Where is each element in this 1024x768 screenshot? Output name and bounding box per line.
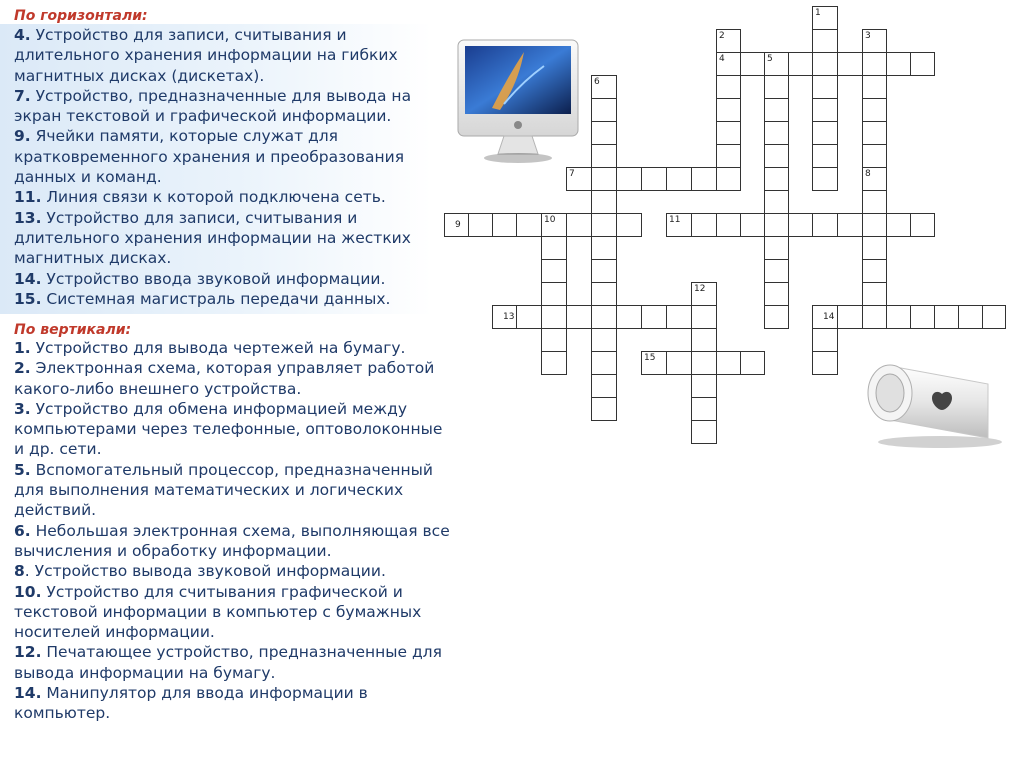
crossword-cell[interactable] bbox=[691, 167, 717, 191]
cell-number: 9 bbox=[455, 220, 461, 230]
crossword-cell[interactable] bbox=[541, 236, 567, 260]
crossword-cell[interactable] bbox=[691, 420, 717, 444]
clue-number: 5. bbox=[14, 460, 31, 479]
crossword-cell[interactable] bbox=[716, 75, 741, 99]
crossword-cell[interactable] bbox=[764, 167, 789, 191]
cell-number: 2 bbox=[719, 31, 725, 41]
clue-number: 15. bbox=[14, 289, 42, 308]
crossword-cell[interactable] bbox=[541, 259, 567, 283]
cell-number: 14 bbox=[823, 312, 835, 322]
crossword-cell[interactable] bbox=[591, 374, 617, 398]
crossword-cell[interactable] bbox=[468, 213, 493, 237]
crossword-cell[interactable] bbox=[764, 121, 789, 145]
clue-text: Печатающее устройство, предназначенные для вывода информации на бумагу. bbox=[14, 643, 442, 682]
crossword-cell[interactable] bbox=[641, 167, 667, 191]
crossword-cell[interactable] bbox=[716, 121, 741, 145]
cell-number: 12 bbox=[694, 284, 706, 294]
crossword-cell[interactable] bbox=[566, 167, 592, 191]
crossword-cell[interactable] bbox=[716, 29, 741, 53]
crossword-cell[interactable] bbox=[764, 75, 789, 99]
clue-text: Устройство, предназначенные для вывода на экран текстовой и графической информации. bbox=[14, 86, 412, 126]
cell-number: 5 bbox=[767, 54, 773, 64]
crossword-cell[interactable] bbox=[591, 75, 617, 99]
vertical-title: По вертикали: bbox=[14, 322, 132, 338]
battery-icon bbox=[860, 354, 1010, 450]
clue-text: Электронная схема, которая управляет работой какого-либо внешнего устройства. bbox=[14, 359, 435, 398]
clue-text: Вспомогательный процессор, предназначенный для выполнения математических и логических действий. bbox=[14, 460, 433, 520]
cell-number: 10 bbox=[544, 215, 556, 225]
crossword-cell[interactable] bbox=[541, 305, 567, 329]
crossword-cell[interactable] bbox=[691, 305, 717, 329]
crossword-cell[interactable] bbox=[541, 328, 567, 352]
clue-text: Линия связи к которой подключена сеть. bbox=[41, 188, 386, 207]
crossword-cell[interactable] bbox=[837, 213, 863, 237]
cell-number: 13 bbox=[503, 312, 515, 322]
crossword-cell[interactable] bbox=[691, 282, 717, 306]
crossword-cell[interactable] bbox=[862, 167, 887, 191]
clue-number: 13. bbox=[14, 208, 42, 227]
clue-number: 8 bbox=[14, 562, 25, 581]
crossword-cell[interactable] bbox=[764, 144, 789, 168]
crossword-cell[interactable] bbox=[862, 259, 887, 283]
clue-number: 3. bbox=[14, 399, 31, 418]
crossword-cell[interactable] bbox=[812, 213, 838, 237]
crossword-cell[interactable] bbox=[591, 397, 617, 421]
crossword-cell[interactable] bbox=[541, 282, 567, 306]
crossword-cell[interactable] bbox=[764, 213, 789, 237]
crossword-cell[interactable] bbox=[812, 167, 838, 191]
crossword-cell[interactable] bbox=[812, 98, 838, 122]
cell-number: 1 bbox=[815, 8, 821, 18]
crossword-cell[interactable] bbox=[862, 305, 887, 329]
crossword-cell[interactable] bbox=[764, 282, 789, 306]
crossword-cell[interactable] bbox=[516, 213, 542, 237]
crossword-cell[interactable] bbox=[982, 305, 1006, 329]
crossword-cell[interactable] bbox=[764, 98, 789, 122]
crossword-cell[interactable] bbox=[691, 374, 717, 398]
crossword-cell[interactable] bbox=[691, 328, 717, 352]
clue-number: 4. bbox=[14, 26, 31, 44]
crossword-cell[interactable] bbox=[812, 6, 838, 30]
crossword-cell[interactable] bbox=[764, 52, 789, 76]
crossword-cell[interactable] bbox=[716, 98, 741, 122]
crossword-cell[interactable] bbox=[862, 282, 887, 306]
crossword-cell[interactable] bbox=[591, 328, 617, 352]
crossword-cell[interactable] bbox=[862, 98, 887, 122]
crossword-cell[interactable] bbox=[862, 236, 887, 260]
cell-number: 8 bbox=[865, 169, 871, 179]
crossword-cell[interactable] bbox=[591, 144, 617, 168]
crossword-cell[interactable] bbox=[716, 144, 741, 168]
clue-text: Системная магистраль передачи данных. bbox=[41, 289, 391, 308]
clue-text: Ячейки памяти, которые служат для кратковременного хранения и преобразования данных и команд. bbox=[14, 127, 405, 187]
crossword-cell[interactable] bbox=[837, 52, 863, 76]
cell-number: 6 bbox=[594, 77, 600, 87]
clue-text: Устройство для считывания графической и текстовой информации в компьютер с бумажных носителей информации. bbox=[14, 582, 422, 642]
crossword-cell[interactable] bbox=[591, 259, 617, 283]
clue-number: 14. bbox=[14, 269, 42, 288]
crossword-cell[interactable] bbox=[862, 144, 887, 168]
clue-number: 9. bbox=[14, 127, 31, 146]
cell-number: 15 bbox=[644, 353, 656, 363]
clue-text: Манипулятор для ввода информации в компьютер. bbox=[14, 684, 368, 723]
crossword-cell[interactable] bbox=[516, 305, 542, 329]
crossword-cell[interactable] bbox=[616, 167, 642, 191]
clue-number: 14. bbox=[14, 684, 42, 703]
crossword-cell[interactable] bbox=[812, 351, 838, 375]
crossword-cell[interactable] bbox=[788, 213, 813, 237]
crossword-cell[interactable] bbox=[862, 121, 887, 145]
crossword-cell[interactable] bbox=[591, 282, 617, 306]
crossword-cell[interactable] bbox=[910, 305, 935, 329]
crossword-cell[interactable] bbox=[591, 213, 617, 237]
crossword-cell[interactable] bbox=[886, 213, 911, 237]
crossword-cell[interactable] bbox=[591, 305, 617, 329]
crossword-cell[interactable] bbox=[666, 167, 692, 191]
crossword-cell[interactable] bbox=[691, 213, 717, 237]
clue-number: 6. bbox=[14, 521, 31, 540]
crossword-cell[interactable] bbox=[812, 144, 838, 168]
crossword-cell[interactable] bbox=[591, 121, 617, 145]
crossword-cell[interactable] bbox=[837, 305, 863, 329]
clue-number: 2. bbox=[14, 359, 31, 378]
crossword-cell[interactable] bbox=[541, 213, 567, 237]
clue-number: 10. bbox=[14, 582, 42, 601]
clue-number: 11. bbox=[14, 188, 42, 207]
cell-number: 11 bbox=[669, 215, 681, 225]
crossword-cell[interactable] bbox=[740, 213, 765, 237]
cell-number: 3 bbox=[865, 31, 871, 41]
crossword-cell[interactable] bbox=[492, 305, 517, 329]
crossword-cell[interactable] bbox=[862, 190, 887, 214]
cell-number: 7 bbox=[569, 169, 575, 179]
crossword-cell[interactable] bbox=[764, 305, 789, 329]
crossword-cell[interactable] bbox=[716, 213, 741, 237]
crossword-cell[interactable] bbox=[666, 213, 692, 237]
crossword-cell[interactable] bbox=[591, 167, 617, 191]
crossword-cell[interactable] bbox=[934, 305, 959, 329]
crossword-cell[interactable] bbox=[591, 236, 617, 260]
crossword-cell[interactable] bbox=[862, 213, 887, 237]
crossword-cell[interactable] bbox=[812, 328, 838, 352]
computer-monitor-icon bbox=[452, 38, 587, 168]
clue-number: 12. bbox=[14, 643, 42, 662]
crossword-cell[interactable] bbox=[616, 213, 642, 237]
crossword-cell[interactable] bbox=[910, 213, 935, 237]
crossword-cell[interactable] bbox=[616, 305, 642, 329]
crossword-cell[interactable] bbox=[566, 305, 592, 329]
clue-number: 7. bbox=[14, 86, 31, 105]
crossword-cell[interactable] bbox=[862, 52, 887, 76]
crossword-cell[interactable] bbox=[788, 52, 813, 76]
horizontal-title: По горизонтали: bbox=[14, 8, 148, 24]
clue-text: Небольшая электронная схема, выполняющая все вычисления и обработку информации. bbox=[14, 521, 450, 560]
crossword-cell[interactable] bbox=[492, 213, 517, 237]
crossword-cell[interactable] bbox=[910, 52, 935, 76]
crossword-cell[interactable] bbox=[691, 397, 717, 421]
crossword-cell[interactable] bbox=[691, 351, 717, 375]
cell-number: 4 bbox=[719, 54, 725, 64]
clue-text: Устройство для обмена информацией между компьютерами через телефонные, оптоволоконные и др. сети. bbox=[14, 399, 443, 459]
crossword-cell[interactable] bbox=[541, 351, 567, 375]
crossword-cell[interactable] bbox=[591, 190, 617, 214]
crossword-cell[interactable] bbox=[812, 52, 838, 76]
crossword-cell[interactable] bbox=[716, 167, 741, 191]
crossword-cell[interactable] bbox=[812, 75, 838, 99]
crossword-cell[interactable] bbox=[566, 213, 592, 237]
crossword-cell[interactable] bbox=[862, 29, 887, 53]
crossword-cell[interactable] bbox=[886, 305, 911, 329]
crossword-cell[interactable] bbox=[641, 351, 667, 375]
crossword-cell[interactable] bbox=[641, 305, 667, 329]
crossword-cell[interactable] bbox=[716, 52, 741, 76]
crossword-cell[interactable] bbox=[666, 305, 692, 329]
crossword-cell[interactable] bbox=[764, 236, 789, 260]
crossword-cell[interactable] bbox=[716, 351, 741, 375]
crossword-cell[interactable] bbox=[958, 305, 983, 329]
crossword-cell[interactable] bbox=[591, 98, 617, 122]
crossword-cell[interactable] bbox=[666, 351, 692, 375]
crossword-cell[interactable] bbox=[740, 351, 765, 375]
crossword-cell[interactable] bbox=[740, 52, 765, 76]
crossword-cell[interactable] bbox=[764, 259, 789, 283]
clue-text: Устройство ввода звуковой информации. bbox=[41, 269, 386, 288]
crossword-cell[interactable] bbox=[444, 213, 469, 237]
crossword-cell[interactable] bbox=[812, 121, 838, 145]
crossword-cell[interactable] bbox=[812, 305, 838, 329]
crossword-cell[interactable] bbox=[886, 52, 911, 76]
crossword-cell[interactable] bbox=[862, 75, 887, 99]
crossword-cell[interactable] bbox=[764, 190, 789, 214]
clue-number: 1. bbox=[14, 339, 31, 357]
crossword-cell[interactable] bbox=[812, 29, 838, 53]
crossword-cell[interactable] bbox=[591, 351, 617, 375]
clue-text: . Устройство вывода звуковой информации. bbox=[24, 562, 386, 581]
clue-text: Устройство для вывода чертежей на бумагу. bbox=[30, 339, 406, 357]
clue-text: Устройство для записи, считывания и длительного хранения информации на жестких магнитных дисках. bbox=[14, 208, 411, 268]
clue-text: Устройство для записи, считывания и длительного хранения информации на гибких магнитных дисках (дискетах). bbox=[14, 26, 398, 85]
